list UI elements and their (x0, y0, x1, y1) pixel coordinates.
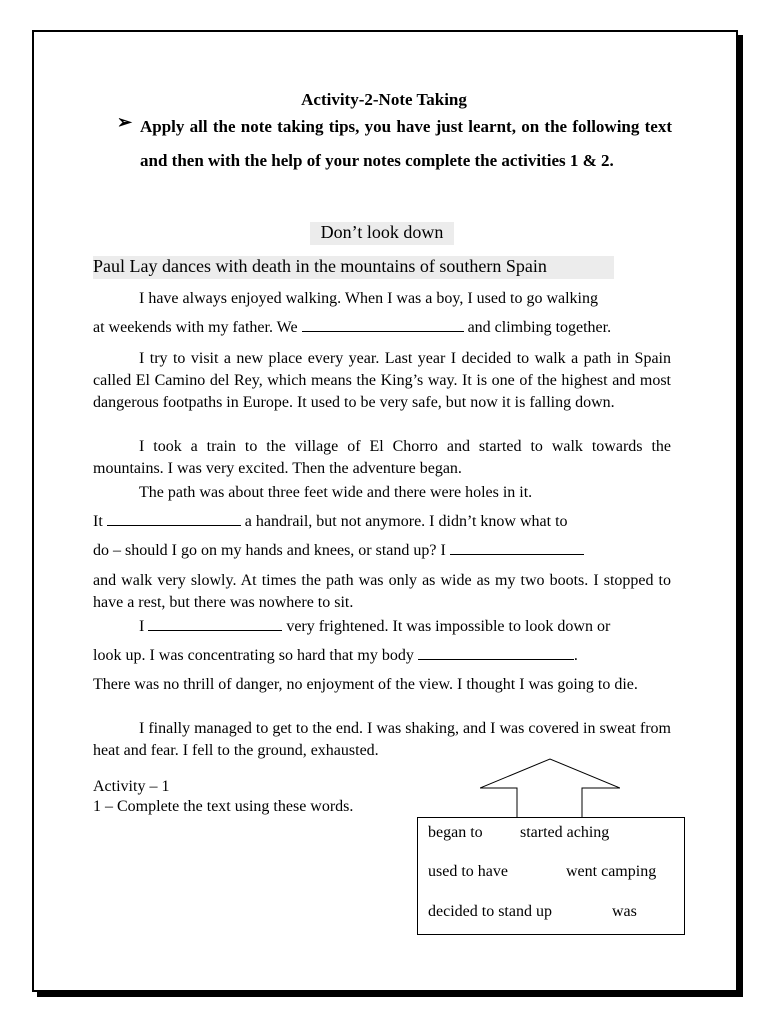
paragraph-5-line-2 (93, 645, 671, 667)
paragraph-1-line-2 (93, 317, 671, 339)
up-arrow-icon (480, 757, 620, 819)
word-bank-item: began to (428, 824, 483, 841)
story-title: Don’t look down (310, 222, 454, 245)
activity-1-title: Activity – 1 (93, 778, 170, 795)
text-span: do – should I go on my hands and knees, or stand up? I (93, 542, 446, 559)
text-span: It (93, 513, 103, 530)
word-bank-item: went camping (566, 863, 657, 880)
blank-line (107, 513, 241, 526)
blank-line (418, 647, 574, 660)
text-span: at weekends with my father. We (93, 319, 298, 336)
activity-title: Activity-2-Note Taking (301, 90, 467, 109)
text-span: and climbing together. (467, 319, 612, 336)
arrow-bullet-icon: ➢ (117, 112, 133, 132)
text-span: very frightened. It was impossible to look down or (286, 618, 611, 635)
paragraph-4-line-2 (93, 511, 671, 533)
text-span: I (139, 618, 145, 635)
instruction-text: Apply all the note taking tips, you have just learnt, on the following text and then with the help of your notes complete the activities 1 & 2. (140, 117, 672, 170)
paragraph-3: I took a train to the village of El Chorro and started to walk towards the mountains. I was very excited. Then the adventure began. (93, 438, 671, 477)
paragraph-6: I finally managed to get to the end. I was shaking, and I was covered in sweat from heat and fear. I fell to the ground, exhausted. (93, 720, 671, 759)
paragraph-1-line-1: I have always enjoyed walking. When I was a boy, I used to go walking (139, 290, 598, 307)
word-bank-item: started aching (520, 824, 610, 841)
activity-1-instruction: 1 – Complete the text using these words. (93, 798, 354, 815)
blank-line (302, 319, 464, 332)
paragraph-4-line-3 (93, 540, 671, 562)
paragraph-4-rest: and walk very slowly. At times the path was only as wide as my two boots. I stopped to have a rest, but there was nowhere to sit. (93, 572, 671, 611)
word-bank-box (417, 817, 685, 935)
story-subtitle: Paul Lay dances with death in the mountains of southern Spain (93, 256, 614, 279)
blank-line (148, 618, 282, 631)
paragraph-2: I try to visit a new place every year. Last year I decided to walk a path in Spain called El Camino del Rey, which means the King’s way. It is one of the highest and most dangerous footpaths in Europe. It used to be very safe, but now it is falling down. (93, 350, 671, 411)
paragraph-5-line-1 (93, 616, 671, 638)
word-bank-item: used to have (428, 863, 508, 880)
blank-line (450, 542, 584, 555)
text-span: look up. I was concentrating so hard that my body (93, 647, 414, 664)
paragraph-4-line-1: The path was about three feet wide and there were holes in it. (139, 484, 533, 501)
text-span: . (573, 647, 578, 664)
paragraph-5-rest: There was no thrill of danger, no enjoyment of the view. I thought I was going to die. (93, 676, 638, 693)
word-bank-item: was (612, 903, 637, 920)
word-bank-item: decided to stand up (428, 903, 552, 920)
text-span: a handrail, but not anymore. I didn’t know what to (244, 513, 568, 530)
